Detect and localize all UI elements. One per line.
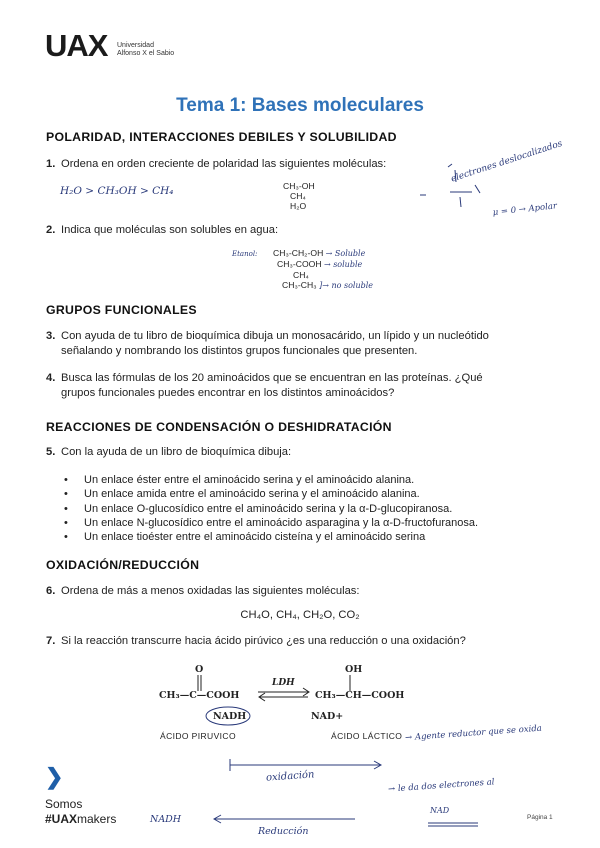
list-item: • Un enlace N-glucosídico entre el aminoácido asparagina y la α-D-fructofuranosa. [64, 516, 478, 530]
question-number: 7. [46, 635, 56, 647]
question-3 [46, 329, 501, 359]
university-line2: Alfonso X el Sabio [117, 50, 175, 57]
section-polaridad: POLARIDAD, INTERACCIONES DEBILES Y SOLUBILIDAD [46, 130, 397, 144]
cofactor-nadh: NADH [213, 711, 247, 722]
question-text: Indica que moléculas son solubles en agua: [61, 224, 279, 236]
q2-etanol-note: Etanol: [232, 250, 258, 258]
question-number: 1. [46, 158, 56, 170]
handwritten-agente-note: → Agente reductor que se oxida [404, 723, 543, 744]
question-6 [46, 584, 501, 599]
question-number: 4. [46, 372, 56, 384]
question-number: 2. [46, 224, 56, 236]
q2-molecule: CH₃-CH₂-OH → Soluble [273, 248, 366, 258]
section-grupos: GRUPOS FUNCIONALES [46, 303, 197, 317]
page-title: Tema 1: Bases moleculares [176, 95, 424, 116]
q1-molecules [283, 181, 315, 211]
enzyme-label: LDH [272, 678, 295, 688]
question-text: Si la reacción transcurre hacia ácido pirúvico ¿es una reducción o una oxidación? [61, 635, 466, 647]
sketch-bond-bottom [460, 197, 461, 207]
question-text: Ordena en orden creciente de polaridad las siguientes moléculas: [61, 158, 387, 170]
handwritten-nad: NAD [430, 806, 450, 815]
q1-molecule: H₂O [290, 201, 307, 211]
q2-note: ]→ no soluble [319, 281, 374, 290]
q2-molecule: CH₃-CH₃ ]→ no soluble [282, 280, 374, 290]
sketch-h-bond [475, 185, 480, 193]
section-condensacion: REACCIONES DE CONDENSACIÓN O DESHIDRATACIÓN [46, 420, 392, 434]
question-text: Busca las fórmulas de los 20 aminoácidos que se encuentran en las proteínas. ¿Qué grupos funcionales puedes encontrar en los distintos aminoácidos? [61, 372, 483, 399]
q2-molecule: CH₄ [293, 270, 309, 280]
list-item: • Un enlace amida entre el aminoácido serina y el aminoácido alanina. [64, 487, 478, 501]
q2-molecule: CH₃-COOH → soluble [277, 259, 363, 269]
footer-somos: Somos [45, 797, 83, 811]
list-item: • Un enlace tioéster entre el aminoácido cisteína y el aminoácido serina [64, 530, 478, 544]
question-2 [46, 223, 501, 238]
question-7 [46, 634, 501, 649]
sketch-note-top: electrones deslocalizados [449, 138, 564, 185]
q1-handwritten-answer: H₂O > CH₃OH > CH₄ [60, 185, 174, 197]
question-text: Con la ayuda de un libro de bioquímica dibuja: [61, 446, 292, 458]
q1-molecule: CH₃-OH [283, 181, 315, 191]
uax-logo: UAX [45, 28, 108, 63]
sketch-note-mu: μ = 0 → Apolar [492, 201, 558, 218]
q2-note: → soluble [323, 260, 363, 269]
question-number: 6. [46, 585, 56, 597]
label-lactico: ÁCIDO LÁCTICO [331, 731, 403, 741]
question-number: 5. [46, 446, 56, 458]
lactico-formula: CH₃—CH—COOH [315, 690, 405, 701]
q2-molecules [273, 248, 373, 291]
q6-molecules: CH₄O, CH₄, CH₂O, CO₂ [240, 609, 360, 621]
label-piruvico: ÁCIDO PIRUVICO [160, 731, 236, 741]
list-item: • Un enlace O-glucosídico entre el aminoácido serina y la α-D-glucopiranosa. [64, 502, 478, 516]
footer-slogan [45, 797, 116, 827]
university-name [117, 42, 174, 58]
list-item: • Un enlace éster entre el aminoácido serina y el aminoácido alanina. [64, 473, 478, 487]
question-4 [46, 371, 501, 401]
footer-hashtag: #UAXmakers [45, 812, 117, 826]
reaction-diagram [150, 672, 450, 732]
handwritten-oxidacion: oxidación [265, 769, 315, 784]
handwritten-reduccion: Reducción [258, 826, 309, 837]
university-line1: Universidad [117, 42, 154, 49]
chevron-icon: ❯ [45, 764, 64, 789]
section-oxidacion: OXIDACIÓN/REDUCCIÓN [46, 558, 200, 572]
q1-molecule: CH₄ [290, 191, 306, 201]
handwritten-nadh: NADH [150, 814, 182, 825]
lactico-oh-group: OH [345, 664, 363, 675]
question-5 [46, 445, 501, 460]
q1-handwritten-sketch [405, 115, 595, 235]
question-number: 3. [46, 330, 56, 342]
cofactor-nad: NAD+ [311, 711, 344, 722]
handwritten-arrows [150, 755, 550, 845]
piruvico-o-atom: O [195, 664, 204, 675]
question-text: Ordena de más a menos oxidadas las siguientes moléculas: [61, 585, 360, 597]
piruvico-formula: CH₃—C—COOH [159, 690, 240, 701]
question-text: Con ayuda de tu libro de bioquímica dibuja un monosacárido, un lípido y un nucleótido señalando y nombrando los distintos grupos funcionales que presenten. [61, 330, 489, 357]
q2-note: → Soluble [325, 249, 366, 258]
handwritten-electrones: → le da dos electrones al [387, 777, 495, 795]
page-number: Página 1 [527, 814, 553, 821]
sketch-mark [448, 164, 452, 167]
q5-bullet-list [64, 473, 478, 544]
